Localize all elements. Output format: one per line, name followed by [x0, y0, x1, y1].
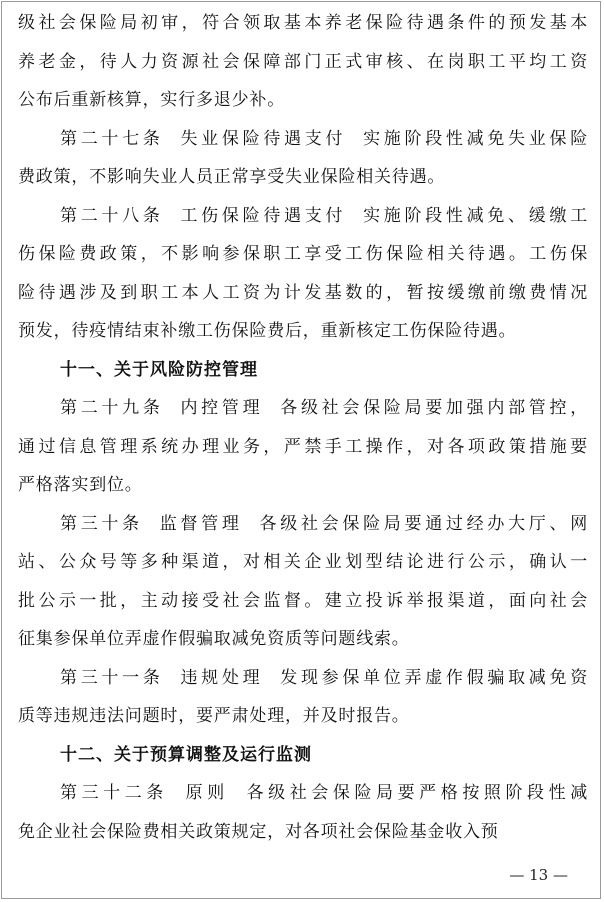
article-text: 实施阶段性减免失业保险 — [360, 128, 588, 149]
article-number: 第三十二条 — [60, 783, 168, 803]
article-number: 第三十一条 — [60, 667, 164, 688]
paragraph — [18, 120, 588, 197]
article-number: 第二十八条 — [60, 205, 164, 226]
article-number: 第三十条 — [60, 513, 143, 534]
article-number: 第二十七条 — [60, 128, 164, 149]
article-number: 第二十九条 — [60, 398, 164, 418]
article-title: 违规处理 — [177, 667, 264, 688]
text-line — [18, 659, 588, 698]
page-number: — 13 — — [509, 866, 568, 884]
article-title: 原则 — [181, 783, 229, 803]
paragraph — [18, 659, 588, 736]
text-line: 险待遇涉及到职工本人工资为计发基数的，暂按缓缴前缴费情况 — [18, 282, 588, 303]
article-title: 监督管理 — [156, 513, 243, 534]
paragraph — [18, 505, 588, 659]
text-line: 站、公众号等多种渠道，对相关企业划型结论进行公示，确认一 — [18, 552, 588, 572]
text-line: 严格落实到位。 — [18, 475, 143, 495]
text-line — [18, 120, 588, 159]
article-title: 失业保险待遇支付 — [177, 128, 347, 149]
text-line: 伤保险费政策，不影响参保职工享受工伤保险相关待遇。工伤保 — [18, 244, 588, 264]
article-text: 各级社会保险局要加强内部管控， — [277, 398, 589, 418]
article-text: 各级社会保险局要严格按照阶段性减 — [242, 783, 588, 803]
article-text: 发现参保单位弄虚作假骗取减免资 — [277, 667, 589, 688]
document-body — [18, 4, 588, 851]
document-page — [1, 1, 601, 899]
paragraph — [18, 774, 588, 851]
article-title: 内控管理 — [177, 398, 264, 418]
text-line: 费政策，不影响失业人员正常享受失业保险相关待遇。 — [18, 167, 446, 187]
paragraph — [18, 389, 588, 505]
text-line — [18, 389, 588, 428]
text-line — [18, 505, 588, 544]
article-text: 各级社会保险局要通过经办大厅、网 — [256, 513, 589, 534]
text-line: 征集参保单位弄虚作假骗取减免资质等问题线索。 — [18, 629, 410, 649]
text-line: 质等违规违法问题时，要严肃处理，并及时报告。 — [18, 706, 410, 726]
text-line: 级社会保险局初审，符合领取基本养老保险待遇条件的预发基本 — [18, 13, 588, 33]
text-line: 养老金，待人力资源社会保障部门正式审核、在岗职工平均工资 — [18, 51, 588, 72]
text-line — [18, 774, 588, 813]
text-line: 免企业社会保险费相关政策规定，对各项社会保险基金收入预 — [18, 821, 499, 842]
article-title: 工伤保险待遇支付 — [177, 205, 347, 226]
paragraph — [18, 4, 588, 120]
text-line: 公布后重新核算，实行多退少补。 — [18, 90, 285, 110]
text-line: 批公示一批，主动接受社会监督。建立投诉举报渠道，面向社会 — [18, 590, 588, 611]
text-line: 预发，待疫情结束补缴工伤保险费后，重新核定工伤保险待遇。 — [18, 321, 517, 341]
section-heading: 十一、关于风险防控管理 — [60, 359, 258, 380]
text-line — [18, 197, 588, 236]
section-heading: 十二、关于预算调整及运行监测 — [60, 744, 312, 765]
paragraph — [18, 197, 588, 351]
article-text: 实施阶段性减免、缓缴工 — [360, 205, 588, 226]
text-line: 通过信息管理系统办理业务，严禁手工操作，对各项政策措施要 — [18, 436, 588, 457]
